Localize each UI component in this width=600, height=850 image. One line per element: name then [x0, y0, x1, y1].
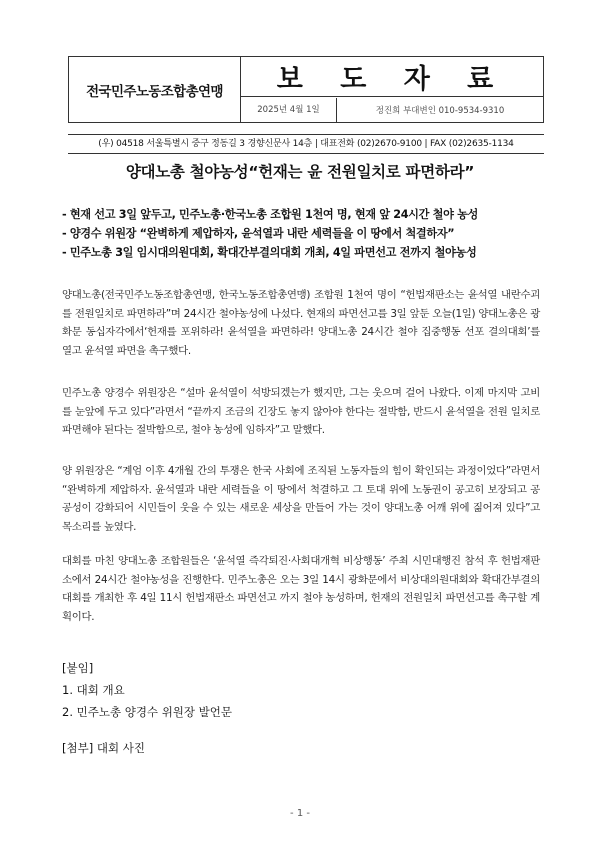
attachment-item: 2. 민주노총 양경수 위원장 발언문 [62, 705, 233, 719]
page-number: - 1 - [290, 808, 310, 819]
summary-bullet: - 현재 선고 3일 앞두고, 민주노총·한국노총 조합원 1천여 명, 현재 앞 24시간 철야 농성 [62, 208, 478, 221]
contact-info: 정진희 부대변인 010-9534-9310 [375, 105, 505, 116]
doc-title: 보 도 자 료 [241, 57, 544, 97]
meta-row [241, 97, 544, 123]
summary-bullet: - 민주노총 3일 임시대의원대회, 확대간부결의대회 개최, 4일 파면선고 전까지 철야농성 [62, 246, 477, 259]
body-paragraph: 대회를 마친 양대노총 조합원들은 ‘윤석열 즉각퇴진·사회대개혁 비상행동’ 주최 시민대행진 참석 후 헌법재판소에서 24시간 철야농성을 진행한다. 민주노총은 오는 3일 14시 광화문에서 비상대의원대회와 확대간부결의대회를 개최한 후 4일 11시 헌법재판소 파면선고 까지 철야 농성하며, 헌재의 전원일치 파면선고를 촉구할 계획이다. [62, 555, 540, 623]
org-name: 전국민주노동조합총연맹 [69, 57, 241, 123]
header-table [68, 56, 544, 123]
release-date: 2025년 4월 1일 [241, 98, 337, 122]
summary-bullet: - 양경수 위원장 “완벽하게 제압하자, 윤석열과 내란 세력들을 이 땅에서 척결하자” [62, 227, 455, 240]
body-paragraph: 양 위원장은 “계엄 이후 4개월 간의 투쟁은 한국 사회에 조직된 노동자들의 힘이 확인되는 과정이었다”라면서 “완벽하게 제압하자. 윤석열과 내란 세력들을 이 땅에서 척결하고 그 토대 위에 노동권이 공고히 보장되고 공공성이 강화되어 시민들이 웃을 수 있는 새로운 세상을 만들어 가는 것이 양대노총 어깨 위에 짊어져 있다”고 목소리를 높였다. [62, 465, 540, 533]
body-paragraph: 민주노총 양경수 위원장은 “설마 윤석열이 석방되겠는가 했지만, 그는 웃으며 걸어 나왔다. 이제 마지막 고비를 눈앞에 두고 있다”라면서 “끝까지 조금의 긴장도 놓지 않아야 한다는 절박함, 반드시 윤석열을 전원 일치로 파면해야 된다는 절박함으로, 철야 농성에 임하자”고 말했다. [62, 387, 540, 436]
attachments-heading: [붙임] [62, 661, 94, 675]
summary-bullets [62, 205, 552, 262]
attachment-item: 1. 대회 개요 [62, 683, 125, 697]
headline: 양대노총 철야농성“헌재는 윤 전원일치로 파면하라” [125, 163, 475, 181]
photo-attachment: [첨부] 대회 사진 [62, 741, 145, 755]
body-paragraph: 양대노총(전국민주노동조합총연맹, 한국노동조합총연맹) 조합원 1천여 명이 “헌법재판소는 윤석열 내란수괴를 전원일치로 파면하라”며 24시간 철야농성에 나섰다. 현재의 파면선고를 3일 앞둔 오늘(1일) 양대노총은 광화문 동십자각에서‘헌재를 포위하라! 윤석열을 파면하라! 양대노총 24시간 철야 집중행동 선포 결의대회’를 열고 윤석열 파면을 촉구했다. [62, 289, 540, 357]
address-bar: (우) 04518 서울특별시 중구 정동길 3 경향신문사 14층 | 대표전화 (02)2670-9100 | FAX (02)2635-1134 [68, 134, 544, 154]
